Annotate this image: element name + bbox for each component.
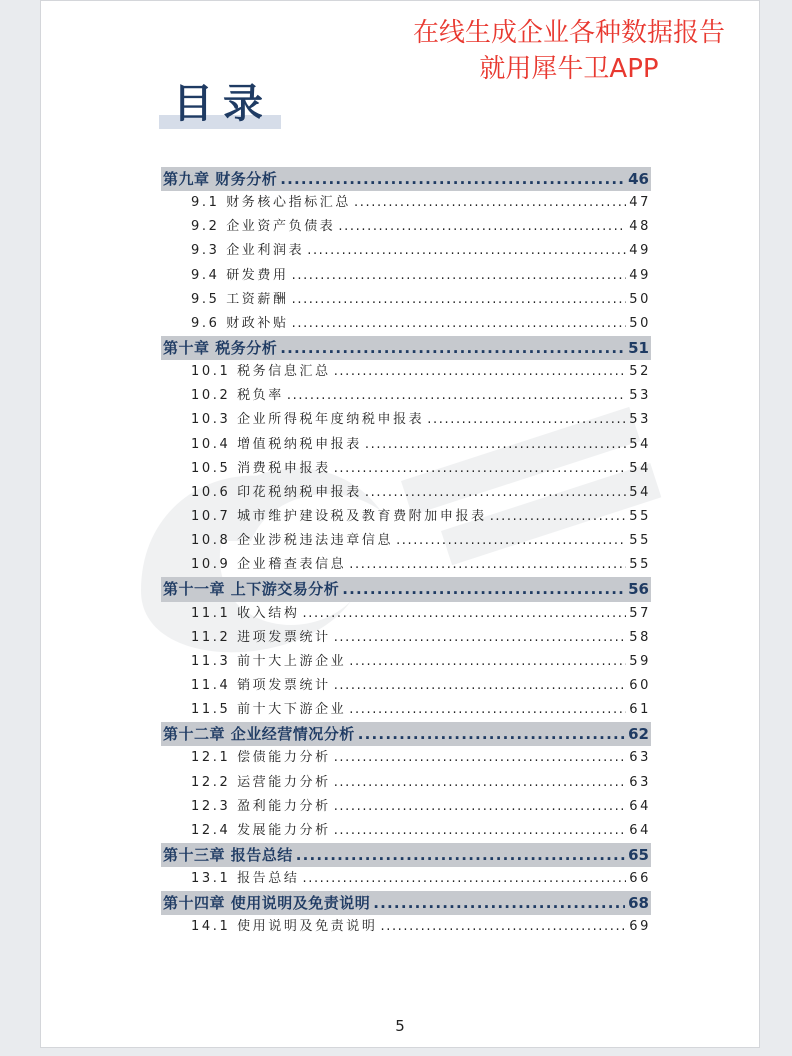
toc-dot-leader bbox=[334, 626, 627, 650]
toc-section-row[interactable] bbox=[161, 215, 651, 239]
toc-section-row[interactable] bbox=[161, 795, 651, 819]
toc-entry-label: 第十二章 企业经营情况分析 bbox=[163, 725, 355, 744]
document-page bbox=[40, 0, 760, 1048]
toc-dot-leader bbox=[349, 650, 626, 674]
toc-entry-label: 第十四章 使用说明及免责说明 bbox=[163, 894, 371, 913]
toc-dot-leader bbox=[307, 239, 626, 263]
toc-dot-leader bbox=[334, 457, 627, 481]
toc-section-row[interactable] bbox=[161, 239, 651, 263]
toc-entry-page-number: 59 bbox=[629, 653, 651, 669]
toc-entry-page-number: 53 bbox=[629, 388, 651, 404]
toc-entry-label: 10.1 税务信息汇总 bbox=[191, 364, 331, 380]
page-number: 5 bbox=[395, 1017, 405, 1035]
toc-dot-leader bbox=[427, 408, 626, 432]
toc-section-row[interactable] bbox=[161, 408, 651, 432]
toc-section-row[interactable] bbox=[161, 915, 651, 939]
toc-section-row[interactable] bbox=[161, 771, 651, 795]
toc-chapter-row[interactable] bbox=[161, 336, 651, 360]
toc-entry-page-number: 55 bbox=[629, 557, 651, 573]
toc-entry-page-number: 54 bbox=[629, 484, 651, 500]
toc-entry-label: 13.1 报告总结 bbox=[191, 871, 300, 887]
toc-section-row[interactable] bbox=[161, 674, 651, 698]
toc-dot-leader bbox=[349, 553, 626, 577]
toc-entry-page-number: 63 bbox=[629, 750, 651, 766]
toc-entry-page-number: 49 bbox=[629, 267, 651, 283]
toc-dot-leader bbox=[349, 698, 626, 722]
toc-dot-leader bbox=[280, 167, 625, 191]
toc-chapter-row[interactable] bbox=[161, 891, 651, 915]
toc-entry-label: 9.6 财政补贴 bbox=[191, 315, 289, 331]
toc-section-row[interactable] bbox=[161, 650, 651, 674]
toc-dot-leader bbox=[380, 915, 626, 939]
toc-entry-label: 9.1 财务核心指标汇总 bbox=[191, 195, 352, 211]
toc-entry-page-number: 61 bbox=[629, 702, 651, 718]
toc-entry-label: 第十一章 上下游交易分析 bbox=[163, 580, 340, 599]
toc-entry-label: 10.2 税负率 bbox=[191, 388, 284, 404]
promo-banner-line2: 就用犀牛卫APP bbox=[479, 54, 659, 84]
toc-section-row[interactable] bbox=[161, 360, 651, 384]
toc-chapter-row[interactable] bbox=[161, 577, 651, 601]
toc-entry-label: 11.4 销项发票统计 bbox=[191, 677, 331, 693]
toc-section-row[interactable] bbox=[161, 433, 651, 457]
toc-dot-leader bbox=[373, 891, 625, 915]
toc-entry-page-number: 55 bbox=[629, 533, 651, 549]
toc-entry-label: 9.4 研发费用 bbox=[191, 267, 289, 283]
toc-dot-leader bbox=[342, 577, 625, 601]
toc-chapter-row[interactable] bbox=[161, 167, 651, 191]
toc-section-row[interactable] bbox=[161, 457, 651, 481]
toc-entry-label: 10.9 企业稽查表信息 bbox=[191, 557, 347, 573]
promo-banner[interactable] bbox=[389, 15, 749, 87]
toc-section-row[interactable] bbox=[161, 529, 651, 553]
toc-section-row[interactable] bbox=[161, 819, 651, 843]
toc-entry-page-number: 68 bbox=[628, 894, 649, 913]
toc-dot-leader bbox=[292, 288, 627, 312]
toc-entry-label: 10.5 消费税申报表 bbox=[191, 460, 331, 476]
toc-entry-label: 11.1 收入结构 bbox=[191, 605, 300, 621]
toc-dot-leader bbox=[354, 191, 626, 215]
toc-section-row[interactable] bbox=[161, 626, 651, 650]
page-title: 目录 bbox=[173, 81, 273, 127]
toc-entry-label: 12.3 盈利能力分析 bbox=[191, 798, 331, 814]
toc-entry-page-number: 54 bbox=[629, 436, 651, 452]
toc-entry-label: 第十三章 报告总结 bbox=[163, 845, 293, 864]
toc-section-row[interactable] bbox=[161, 312, 651, 336]
toc-dot-leader bbox=[334, 746, 627, 770]
toc-entry-label: 10.8 企业涉税违法违章信息 bbox=[191, 533, 394, 549]
toc-entry-label: 10.7 城市维护建设税及教育费附加申报表 bbox=[191, 508, 487, 524]
toc-entry-label: 9.3 企业利润表 bbox=[191, 243, 305, 259]
toc-entry-label: 14.1 使用说明及免责说明 bbox=[191, 919, 378, 935]
toc-entry-page-number: 48 bbox=[629, 219, 651, 235]
toc-dot-leader bbox=[287, 384, 626, 408]
toc-section-row[interactable] bbox=[161, 481, 651, 505]
toc-section-row[interactable] bbox=[161, 867, 651, 891]
toc-entry-label: 11.3 前十大上游企业 bbox=[191, 653, 347, 669]
toc-entry-page-number: 66 bbox=[629, 871, 651, 887]
toc-entry-page-number: 50 bbox=[629, 291, 651, 307]
toc-entry-page-number: 49 bbox=[629, 243, 651, 259]
toc-entry-label: 10.3 企业所得税年度纳税申报表 bbox=[191, 412, 425, 428]
toc-entry-page-number: 52 bbox=[629, 364, 651, 380]
toc-section-row[interactable] bbox=[161, 264, 651, 288]
toc-chapter-row[interactable] bbox=[161, 843, 651, 867]
toc-dot-leader bbox=[292, 264, 627, 288]
toc-entry-label: 9.2 企业资产负债表 bbox=[191, 219, 336, 235]
toc-entry-page-number: 57 bbox=[629, 605, 651, 621]
toc-entry-label: 11.5 前十大下游企业 bbox=[191, 702, 347, 718]
toc-entry-label: 9.5 工资薪酬 bbox=[191, 291, 289, 307]
toc-dot-leader bbox=[396, 529, 626, 553]
toc-dot-leader bbox=[334, 819, 627, 843]
toc-dot-leader bbox=[292, 312, 627, 336]
toc-section-row[interactable] bbox=[161, 288, 651, 312]
toc-entry-page-number: 50 bbox=[629, 315, 651, 331]
toc-entry-page-number: 64 bbox=[629, 798, 651, 814]
toc-dot-leader bbox=[490, 505, 627, 529]
toc-entry-label: 12.2 运营能力分析 bbox=[191, 774, 331, 790]
toc-dot-leader bbox=[334, 795, 627, 819]
toc-entry-page-number: 64 bbox=[629, 822, 651, 838]
toc-section-row[interactable] bbox=[161, 698, 651, 722]
toc-section-row[interactable] bbox=[161, 384, 651, 408]
toc-entry-page-number: 51 bbox=[628, 338, 649, 357]
toc-entry-label: 12.4 发展能力分析 bbox=[191, 822, 331, 838]
toc-entry-label: 第九章 财务分析 bbox=[163, 170, 278, 188]
toc-entry-label: 12.1 偿债能力分析 bbox=[191, 750, 331, 766]
toc-entry-page-number: 69 bbox=[629, 919, 651, 935]
toc-dot-leader bbox=[338, 215, 626, 239]
toc-entry-page-number: 54 bbox=[629, 460, 651, 476]
toc-entry-page-number: 65 bbox=[628, 845, 649, 864]
toc-chapter-row[interactable] bbox=[161, 722, 651, 746]
toc-entry-label: 10.4 增值税纳税申报表 bbox=[191, 436, 362, 452]
toc-dot-leader bbox=[334, 360, 627, 384]
toc-section-row[interactable] bbox=[161, 191, 651, 215]
toc-entry-page-number: 63 bbox=[629, 774, 651, 790]
toc-entry-label: 第十章 税务分析 bbox=[163, 338, 278, 357]
toc-entry-page-number: 62 bbox=[628, 725, 649, 744]
toc-entry-page-number: 46 bbox=[628, 170, 649, 188]
toc-entry-label: 10.6 印花税纳税申报表 bbox=[191, 484, 362, 500]
toc-entry-page-number: 55 bbox=[629, 508, 651, 524]
toc-dot-leader bbox=[358, 722, 625, 746]
toc-title-block bbox=[159, 77, 281, 131]
toc-dot-leader bbox=[302, 867, 626, 891]
toc-dot-leader bbox=[296, 843, 625, 867]
toc-entry-page-number: 60 bbox=[629, 677, 651, 693]
toc-dot-leader bbox=[302, 602, 626, 626]
toc-entry-label: 11.2 进项发票统计 bbox=[191, 629, 331, 645]
toc-dot-leader bbox=[365, 433, 626, 457]
toc-dot-leader bbox=[334, 771, 627, 795]
toc-entry-page-number: 53 bbox=[629, 412, 651, 428]
table-of-contents bbox=[161, 167, 651, 940]
toc-dot-leader bbox=[334, 674, 627, 698]
toc-entry-page-number: 56 bbox=[628, 580, 649, 599]
toc-dot-leader bbox=[280, 336, 625, 360]
toc-section-row[interactable] bbox=[161, 746, 651, 770]
toc-section-row[interactable] bbox=[161, 553, 651, 577]
toc-entry-page-number: 58 bbox=[629, 629, 651, 645]
toc-section-row[interactable] bbox=[161, 505, 651, 529]
toc-dot-leader bbox=[365, 481, 626, 505]
promo-banner-line1: 在线生成企业各种数据报告 bbox=[412, 18, 725, 48]
toc-entry-page-number: 47 bbox=[629, 195, 651, 211]
toc-section-row[interactable] bbox=[161, 602, 651, 626]
